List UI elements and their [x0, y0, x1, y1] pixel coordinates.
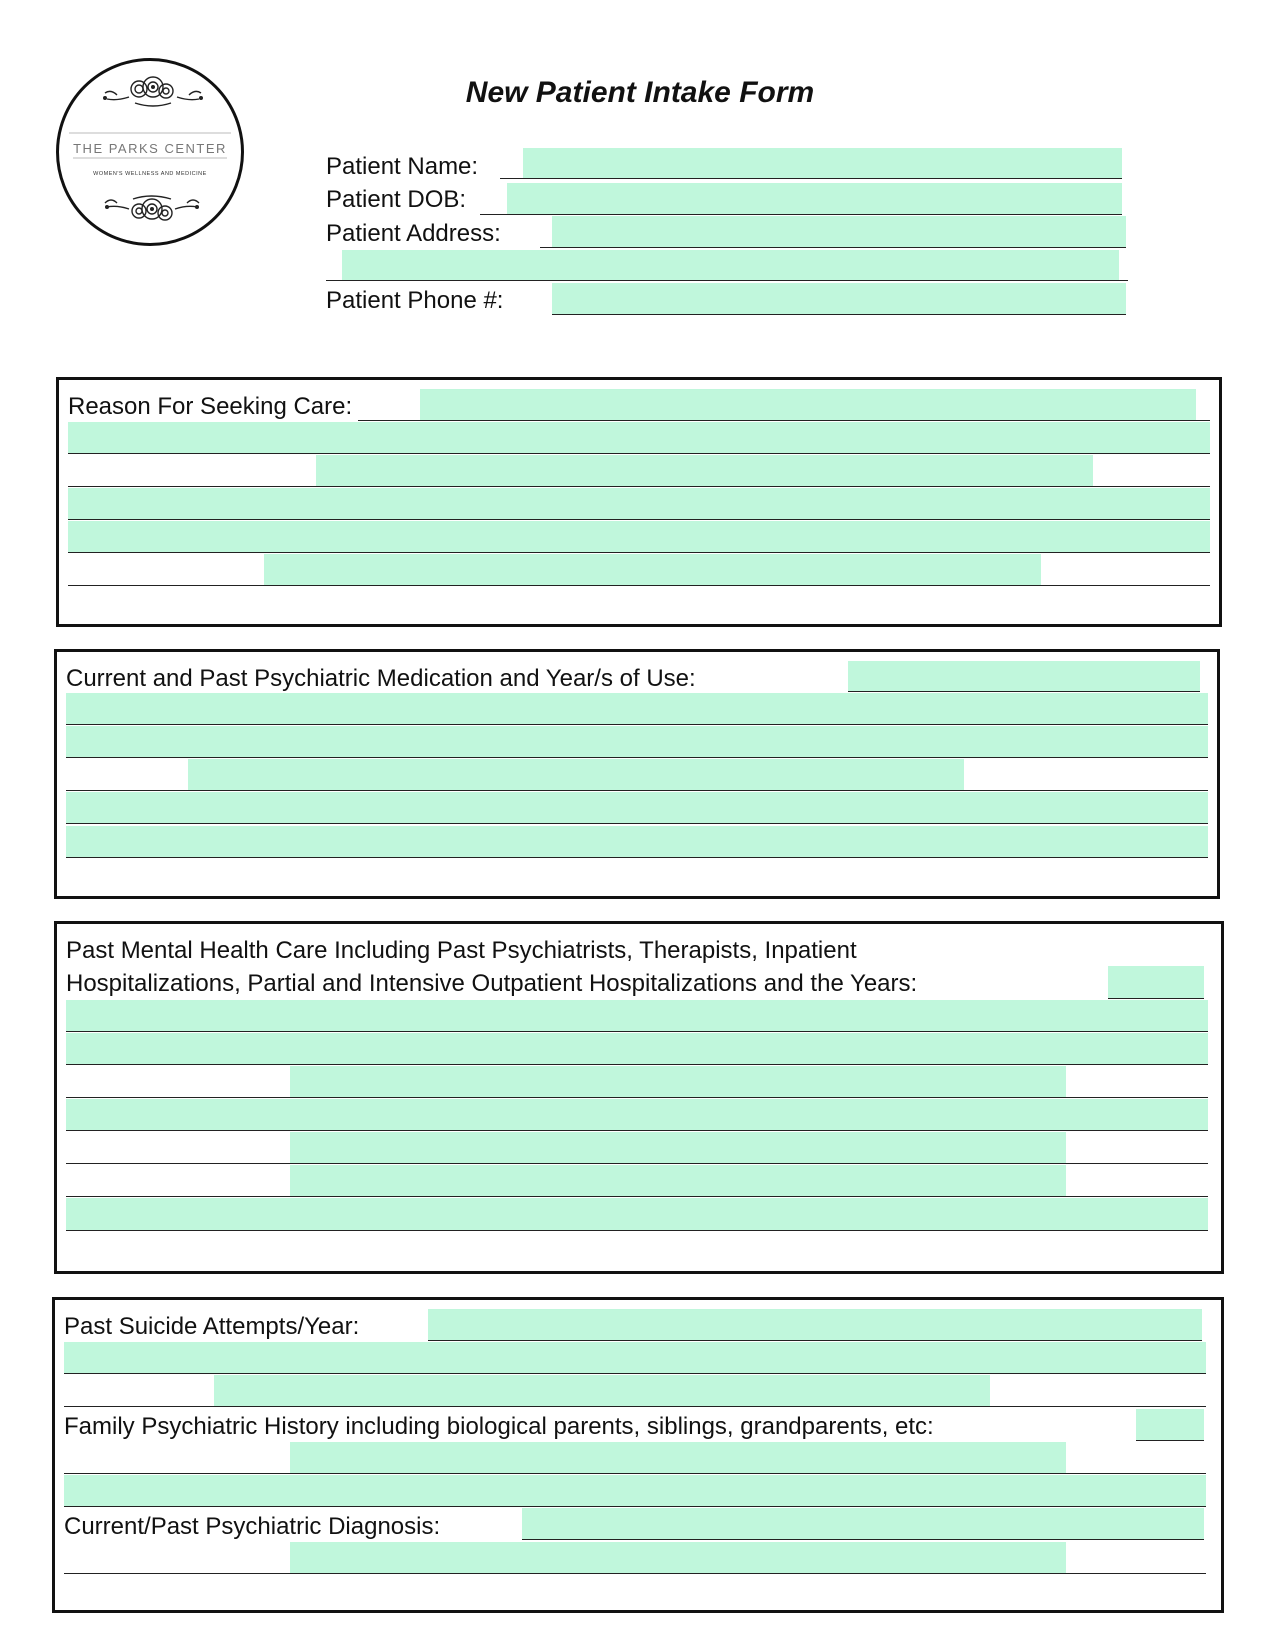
rule [64, 1373, 1206, 1374]
mental-health-line-field[interactable] [290, 1066, 1066, 1097]
patient-address-field[interactable] [552, 216, 1126, 247]
rule [66, 724, 1208, 725]
medication-line-field[interactable] [66, 726, 1208, 757]
rule [66, 1196, 1208, 1197]
reason-line-field[interactable] [68, 422, 1210, 453]
mental-health-field[interactable] [1108, 966, 1204, 998]
reason-field[interactable] [420, 389, 1196, 420]
family-history-field[interactable] [1136, 1409, 1204, 1440]
patient-address-label: Patient Address: [326, 220, 507, 248]
mental-health-line-field[interactable] [66, 1033, 1208, 1064]
rule [68, 585, 1210, 586]
medication-line-field[interactable] [188, 759, 964, 790]
mental-health-label-line1: Past Mental Health Care Including Past Psychiatrists, Therapists, Inpatient [66, 937, 863, 965]
rule [66, 790, 1208, 791]
family-history-line-field[interactable] [64, 1475, 1206, 1506]
mental-health-line-field[interactable] [66, 1198, 1208, 1230]
medication-field[interactable] [848, 661, 1200, 691]
reason-line-field[interactable] [68, 521, 1210, 552]
rule [64, 1506, 1206, 1507]
rule [326, 280, 1128, 281]
rule [66, 1163, 1208, 1164]
patient-phone-label: Patient Phone #: [326, 287, 509, 315]
patient-address-line2-field[interactable] [342, 250, 1119, 280]
patient-dob-label: Patient DOB: [326, 186, 472, 214]
diagnosis-label: Current/Past Psychiatric Diagnosis: [64, 1513, 446, 1541]
suicide-line-field[interactable] [64, 1342, 1206, 1373]
rule [552, 314, 1126, 315]
mental-health-line-field[interactable] [66, 1000, 1208, 1031]
rule [66, 1031, 1208, 1032]
medication-line-field[interactable] [66, 693, 1208, 724]
family-history-label: Family Psychiatric History including biological parents, siblings, grandparents, etc: [64, 1413, 940, 1441]
diagnosis-line-field[interactable] [290, 1542, 1066, 1573]
rule [66, 857, 1208, 858]
medication-label: Current and Past Psychiatric Medication and Year/s of Use: [66, 665, 702, 693]
mental-health-line-field[interactable] [290, 1165, 1066, 1196]
rule [64, 1573, 1206, 1574]
medication-line-field[interactable] [66, 792, 1208, 823]
logo [56, 58, 244, 246]
rule [64, 1406, 1206, 1407]
rule [848, 691, 1200, 692]
rule [68, 519, 1210, 520]
suicide-line-field[interactable] [214, 1375, 990, 1406]
rule [68, 453, 1210, 454]
mental-health-line-field[interactable] [290, 1132, 1066, 1163]
patient-name-label: Patient Name: [326, 153, 484, 181]
mental-health-line-field[interactable] [66, 1099, 1208, 1130]
logo-name: THE PARKS CENTER [73, 141, 227, 156]
reason-line-field[interactable] [68, 488, 1210, 519]
mental-health-label-line2: Hospitalizations, Partial and Intensive Outpatient Hospitalizations and the Years: [66, 970, 923, 998]
rule [64, 1473, 1206, 1474]
rule [540, 247, 1126, 248]
rule [68, 486, 1210, 487]
rule [1136, 1440, 1204, 1441]
rule [522, 1539, 1204, 1540]
rule [66, 757, 1208, 758]
patient-name-field[interactable] [523, 148, 1122, 178]
page-title: New Patient Intake Form [465, 76, 815, 109]
patient-phone-field[interactable] [552, 283, 1126, 314]
rule [66, 1097, 1208, 1098]
patient-dob-field[interactable] [507, 183, 1122, 214]
reason-line-field[interactable] [316, 455, 1093, 486]
rule [428, 1340, 1202, 1341]
rule [66, 1130, 1208, 1131]
rule [66, 1230, 1208, 1231]
reason-label: Reason For Seeking Care: [68, 393, 358, 421]
rule [68, 552, 1210, 553]
medication-line-field[interactable] [66, 826, 1208, 857]
rule [480, 214, 1122, 215]
suicide-label: Past Suicide Attempts/Year: [64, 1313, 365, 1341]
suicide-field[interactable] [428, 1309, 1202, 1340]
reason-line-field[interactable] [264, 554, 1041, 585]
rule [500, 178, 1122, 179]
rule [66, 1064, 1208, 1065]
logo-tagline: WOMEN'S WELLNESS AND MEDICINE [93, 171, 207, 177]
family-history-line-field[interactable] [290, 1442, 1066, 1473]
rule [66, 823, 1208, 824]
rule [1108, 998, 1204, 999]
diagnosis-field[interactable] [522, 1508, 1204, 1539]
